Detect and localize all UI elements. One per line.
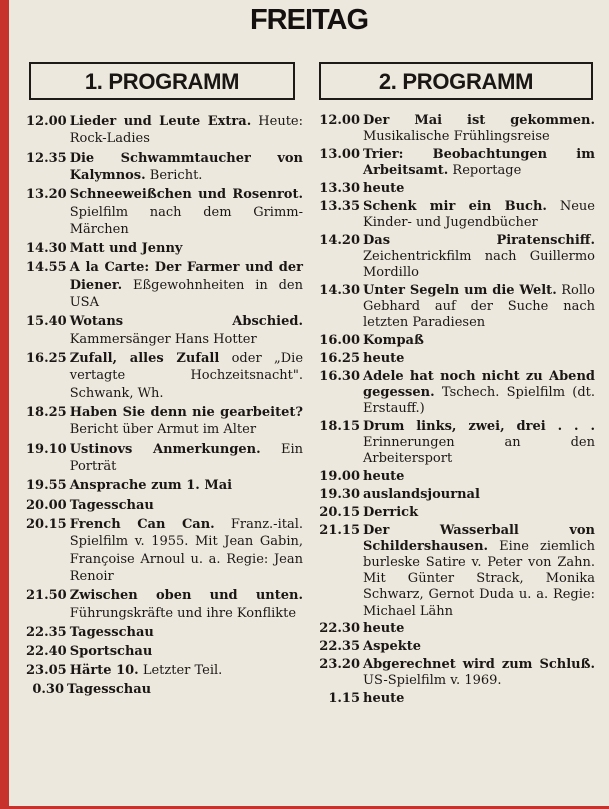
entry-description: Erinnerungen an den Arbeitersport [363, 435, 595, 467]
entry-title: Das Piratenschiff. [363, 232, 595, 248]
entry-time: 14.30 [319, 283, 360, 298]
entry-title: Adele hat noch nicht zu Abend gegessen. [363, 368, 595, 400]
program-entry [315, 369, 595, 418]
program-1-list [26, 113, 303, 699]
entry-body [363, 369, 595, 418]
entry-body [363, 523, 595, 620]
entry-body [70, 497, 303, 514]
entry-title: heute [363, 621, 405, 637]
program-entry [26, 350, 303, 402]
entry-title: Sportschau [69, 643, 153, 659]
program-entry [26, 587, 303, 622]
entry-description: Franz.-ital. Spielfilm v. 1955. Mit Jean Gabin, Françoise Arnoul u. a. Regie: Jean Renoir [69, 516, 303, 584]
entry-time: 1.15 [328, 691, 360, 706]
entry-body [363, 639, 595, 655]
entry-time: 12.00 [319, 113, 360, 128]
entry-title: Schneeweißchen und Rosenrot. [69, 187, 303, 203]
program-1-header: 1. PROGRAMM [29, 62, 295, 100]
entry-description: Reportage [452, 163, 522, 179]
entry-body [70, 313, 303, 348]
entry-title: Wotans Abschied. [69, 314, 303, 330]
entry-title: Drum links, zwei, drei . . . [363, 419, 595, 434]
entry-body [70, 516, 303, 586]
program-entry [26, 643, 303, 660]
entry-body [70, 624, 303, 641]
entry-body [70, 477, 303, 494]
entry-title: A la Carte: Der Farmer und der Diener. [69, 260, 303, 293]
entry-description: Bericht. [149, 168, 203, 184]
program-entry [315, 113, 595, 145]
entry-description: Heute: Rock-Ladies [69, 114, 303, 147]
program-entry [26, 497, 303, 514]
entry-title: heute [363, 469, 405, 485]
program-entry [315, 639, 595, 655]
program-entry [26, 404, 303, 439]
entry-description: Neue Kinder- und Jugendbücher [363, 198, 595, 230]
entry-title: Schenk mir ein Buch. [363, 198, 547, 214]
entry-body [70, 113, 303, 148]
program-entry [26, 681, 303, 698]
program-entry [315, 657, 595, 689]
entry-body [363, 487, 595, 503]
entry-title: Zwischen oben und unten. [69, 588, 303, 604]
entry-body [363, 283, 595, 332]
program-2-column [315, 62, 595, 709]
entry-body [70, 350, 303, 402]
entry-time: 16.25 [319, 351, 360, 366]
entry-time: 15.40 [26, 314, 67, 330]
entry-title: heute [363, 351, 405, 366]
program-entry [26, 113, 303, 148]
entry-description: Spielfilm nach dem Grimm-Märchen [69, 204, 303, 238]
entry-time: 13.20 [26, 187, 67, 203]
entry-body [363, 199, 595, 231]
entry-body [363, 351, 595, 367]
program-2-header: 2. PROGRAMM [319, 62, 593, 100]
entry-time: 14.55 [26, 260, 67, 276]
entry-title: Matt und Jenny [69, 241, 183, 257]
entry-time: 22.40 [26, 643, 67, 659]
entry-time: 16.30 [319, 368, 360, 384]
entry-time: 21.50 [26, 588, 67, 604]
entry-body [363, 657, 595, 689]
entry-time: 16.00 [319, 333, 360, 349]
program-entry [26, 186, 303, 238]
tv-listing-page [9, 0, 609, 809]
entry-description: US-Spielfilm v. 1969. [363, 673, 502, 689]
entry-description: Eßgewohnheiten in den USA [69, 277, 303, 311]
entry-description: Führungskräfte und ihre Konflikte [69, 605, 297, 621]
entry-time: 23.20 [319, 657, 360, 672]
entry-time: 22.35 [319, 639, 360, 655]
entry-title: heute [363, 691, 405, 706]
program-entry [315, 487, 595, 503]
entry-body [363, 621, 595, 637]
entry-description: Letzter Teil. [142, 663, 223, 679]
entry-title: Härte 10. [69, 663, 139, 679]
entry-time: 21.15 [319, 522, 360, 538]
entry-time: 19.10 [26, 441, 67, 457]
entry-body [363, 691, 595, 707]
entry-title: heute [363, 181, 405, 196]
program-entry [315, 469, 595, 485]
entry-body [70, 587, 303, 622]
entry-title: Die Schwammtaucher von Kalymnos. [69, 150, 303, 184]
entry-title: auslandsjournal [363, 487, 480, 502]
entry-description: oder „Die vertagte Hochzeitsnacht". Schwank, Wh. [69, 351, 304, 401]
entry-time: 13.00 [319, 147, 360, 162]
entry-time: 0.30 [32, 682, 64, 698]
entry-body [363, 113, 595, 145]
entry-time: 20.15 [26, 516, 67, 532]
program-entry [315, 233, 595, 282]
program-entry [26, 516, 303, 586]
program-entry [26, 624, 303, 641]
entry-body [70, 259, 303, 311]
entry-description: Rollo Gebhard auf der Suche nach letzten Paradiesen [363, 283, 595, 331]
entry-title: Derrick [363, 504, 419, 520]
entry-time: 13.35 [319, 198, 360, 214]
program-entry [26, 313, 303, 348]
entry-description: Tschech. Spielfilm (dt. Erstauff.) [363, 385, 596, 417]
entry-body [70, 240, 303, 257]
program-entry [26, 662, 303, 679]
entry-title: Abgerechnet wird zum Schluß. [363, 657, 595, 672]
program-entry [315, 419, 595, 468]
entry-title: Ustinovs Anmerkungen. [69, 441, 261, 457]
entry-description: Ein Porträt [69, 441, 303, 475]
entry-time: 20.15 [319, 504, 360, 520]
entry-body [363, 419, 595, 468]
entry-body [70, 404, 303, 439]
program-entry [315, 181, 595, 197]
program-entry [26, 259, 303, 311]
entry-title: Kompaß [363, 333, 424, 349]
program-entry [315, 523, 595, 620]
entry-description: Bericht über Armut im Alter [69, 422, 257, 438]
program-entry [26, 441, 303, 476]
entry-time: 22.30 [319, 621, 360, 637]
entry-body [363, 147, 595, 179]
program-entry [315, 199, 595, 231]
entry-description: Musikalische Frühlingsreise [363, 129, 550, 145]
program-entry [315, 621, 595, 637]
program-entry [26, 477, 303, 494]
program-entry [315, 283, 595, 332]
entry-title: Tagesschau [69, 497, 154, 513]
program-entry [315, 691, 595, 707]
program-entry [315, 147, 595, 179]
entry-body [70, 150, 303, 185]
entry-title: Haben Sie denn nie gearbeitet? [69, 405, 303, 421]
entry-title: Unter Segeln um die Welt. [363, 283, 557, 298]
program-entry [315, 351, 595, 367]
entry-time: 19.00 [319, 469, 360, 485]
program-2-list [315, 113, 595, 707]
entry-time: 16.25 [26, 351, 67, 367]
entry-body [363, 333, 595, 349]
entry-description: Eine ziemlich burleske Satire v. Peter von Zahn. Mit Günter Strack, Monika Schwarz, Gernot Duda u. a. Regie: Michael Lähn [363, 538, 595, 619]
entry-title: Lieder und Leute Extra. [69, 114, 252, 129]
entry-body [70, 186, 303, 238]
entry-title: Zufall, alles Zufall [69, 351, 220, 367]
program-entry [315, 333, 595, 349]
entry-time: 12.00 [26, 114, 67, 129]
entry-title: Ansprache zum 1. Mai [69, 478, 233, 494]
entry-time: 18.25 [26, 405, 67, 421]
entry-time: 20.00 [26, 497, 67, 513]
entry-body [363, 233, 595, 282]
entry-time: 18.15 [319, 419, 360, 434]
day-title: FREITAG [249, 4, 369, 36]
entry-time: 12.35 [26, 150, 67, 166]
entry-title: Tagesschau [67, 682, 152, 698]
entry-time: 19.55 [26, 478, 67, 494]
entry-body [70, 662, 303, 679]
entry-description: Zeichentrickfilm nach Guillermo Mordillo [363, 249, 595, 281]
program-1-column [26, 62, 303, 701]
entry-time: 19.30 [319, 487, 360, 502]
entry-body [67, 681, 303, 698]
entry-body [70, 643, 303, 660]
program-entry [26, 240, 303, 257]
entry-description: Kammersänger Hans Hotter [69, 331, 257, 347]
program-entry [315, 505, 595, 521]
entry-title: Trier: Beobachtungen im Arbeitsamt. [363, 147, 595, 179]
entry-body [363, 505, 595, 521]
program-entry [26, 150, 303, 185]
entry-time: 14.30 [26, 241, 67, 257]
entry-time: 14.20 [319, 232, 360, 248]
red-page-edge [0, 0, 9, 809]
entry-body [363, 181, 595, 197]
entry-title: Aspekte [363, 639, 422, 655]
entry-body [363, 469, 595, 485]
entry-time: 13.30 [319, 181, 360, 196]
entry-title: Der Wasserball von Schildershausen. [363, 522, 595, 554]
entry-body [70, 441, 303, 476]
entry-title: Der Mai ist gekommen. [363, 113, 595, 128]
entry-title: Tagesschau [69, 624, 154, 640]
entry-time: 22.35 [26, 624, 67, 640]
entry-time: 23.05 [26, 663, 67, 679]
entry-title: French Can Can. [69, 516, 215, 532]
